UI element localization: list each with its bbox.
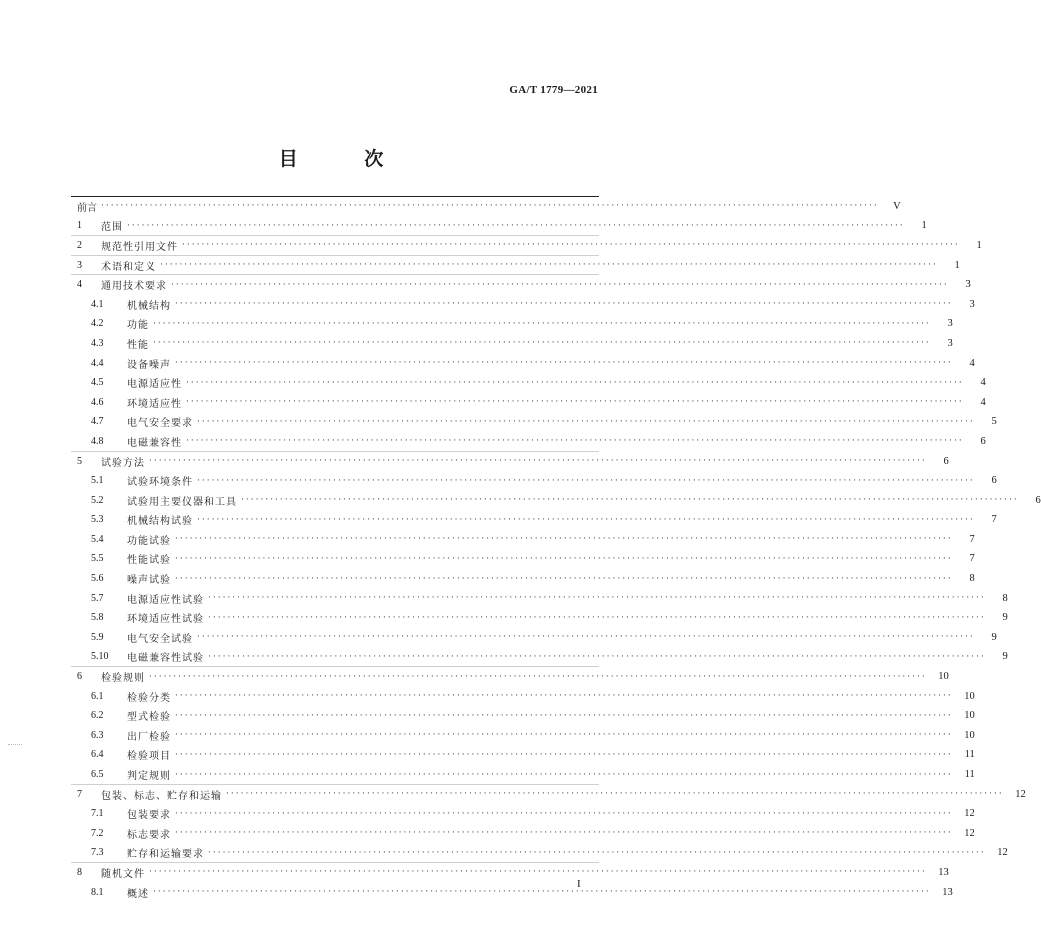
dot-leader: ································································································································································: [175, 691, 953, 702]
toc-entry-number: 7.1: [91, 808, 104, 820]
toc-entry[interactable]: [71, 667, 949, 687]
toc-entry-page: 3: [965, 279, 971, 291]
dot-leader: ································································································································································: [171, 279, 949, 290]
toc-entry[interactable]: [71, 373, 986, 393]
toc-entry[interactable]: [71, 824, 975, 844]
toc-entry-page: 1: [954, 259, 960, 271]
toc-entry-number: 7.2: [91, 827, 104, 839]
toc-entry-number: 6.1: [91, 690, 104, 702]
toc-entry[interactable]: [71, 608, 1008, 628]
toc-entry-page: 1: [976, 239, 982, 251]
toc-entry[interactable]: [71, 746, 975, 766]
dot-leader: ································································································································································: [175, 553, 953, 564]
toc-entry-page: 10: [964, 729, 975, 741]
toc-entry-page: 9: [991, 631, 997, 643]
toc-entry-label: 随机文件: [101, 868, 145, 880]
dot-leader: ································································································································································: [197, 475, 975, 486]
dot-leader: ································································································································································: [175, 769, 953, 780]
toc-entry-label: 机械结构试验: [127, 516, 193, 528]
toc-entry-page: 12: [964, 827, 975, 839]
toc-entry-label: 判定规则: [127, 771, 171, 783]
toc-entry-label: 出厂检验: [127, 731, 171, 743]
toc-entry-number: 5.7: [91, 592, 104, 604]
toc-entry[interactable]: [71, 530, 975, 550]
dot-leader: ································································································································································: [175, 828, 953, 839]
toc-entry-number: 8.1: [91, 886, 104, 898]
toc-entry-label: 通用技术要求: [101, 281, 167, 293]
toc-entry-label: 功能: [127, 320, 149, 332]
toc-entry-page: 4: [969, 357, 975, 369]
toc-entry-label: 环境适应性: [127, 398, 182, 410]
toc-entry-page: 12: [964, 808, 975, 820]
toc-entry-label: 贮存和运输要求: [127, 849, 204, 861]
toc-entry-number: 5.3: [91, 514, 104, 526]
toc-entry-label: 功能试验: [127, 535, 171, 547]
dot-leader: ································································································································································: [208, 651, 986, 662]
dot-leader: ································································································································································: [208, 847, 986, 858]
toc-entry-page: 3: [969, 298, 975, 310]
toc-entry[interactable]: [71, 511, 997, 531]
toc-entry-number: 6.4: [91, 749, 104, 761]
dot-leader: ································································································································································: [175, 534, 953, 545]
toc-entry-page: 8: [969, 573, 975, 585]
toc-entry[interactable]: [71, 334, 953, 354]
toc-entry-number: 前言: [77, 202, 97, 214]
toc-entry-page: 10: [964, 710, 975, 722]
toc-entry-page: 6: [980, 435, 986, 447]
toc-entry-page: 7: [991, 514, 997, 526]
toc-entry-page: 13: [942, 886, 953, 898]
toc-entry[interactable]: [71, 648, 1008, 668]
toc-entry-label: 术语和定义: [101, 261, 156, 273]
toc-entry[interactable]: [71, 883, 953, 903]
toc-entry-number: 4.2: [91, 318, 104, 330]
toc-entry-number: 4.3: [91, 337, 104, 349]
toc-entry[interactable]: [71, 236, 982, 256]
dot-leader: ································································································································································: [175, 573, 953, 584]
toc-entry-label: 型式检验: [127, 712, 171, 724]
toc-entry-label: 环境适应性试验: [127, 614, 204, 626]
toc-entry-number: 6.2: [91, 710, 104, 722]
toc-entry-number: 4.6: [91, 396, 104, 408]
dot-leader: ································································································································································: [149, 456, 927, 467]
toc-entry-label: 电源适应性: [127, 379, 182, 391]
toc-entry-label: 电气安全要求: [127, 418, 193, 430]
toc-entry[interactable]: [71, 197, 901, 217]
toc-entry-label: 性能试验: [127, 555, 171, 567]
toc-entry[interactable]: [71, 863, 949, 883]
toc-entry[interactable]: [71, 726, 975, 746]
toc-entry-label: 检验分类: [127, 692, 171, 704]
dot-leader: ································································································································································: [175, 730, 953, 741]
toc-entry-label: 检验项目: [127, 751, 171, 763]
toc-entry-page: 9: [1002, 651, 1008, 663]
toc-entry[interactable]: [71, 687, 975, 707]
toc-entry[interactable]: [71, 491, 1041, 511]
toc-entry-page: 6: [943, 455, 949, 467]
dot-leader: ································································································································································: [175, 749, 953, 760]
standard-number: GA/T 1779—2021: [509, 84, 598, 96]
toc-entry-number: 7: [77, 788, 82, 800]
toc-entry-number: 6.3: [91, 729, 104, 741]
toc-entry[interactable]: [71, 217, 927, 237]
dot-leader: ································································································································································: [153, 338, 931, 349]
table-of-contents: [71, 197, 1041, 902]
dot-leader: ································································································································································: [175, 808, 953, 819]
toc-entry-label: 试验环境条件: [127, 477, 193, 489]
toc-entry-label: 电气安全试验: [127, 633, 193, 645]
toc-entry[interactable]: [71, 275, 971, 295]
toc-entry-label: 规范性引用文件: [101, 241, 178, 253]
toc-entry-number: 6: [77, 671, 82, 683]
toc-entry[interactable]: [71, 844, 1008, 864]
toc-entry[interactable]: [71, 550, 975, 570]
toc-entry-page: V: [893, 200, 901, 212]
toc-entry-page: 6: [1035, 494, 1041, 506]
toc-entry-label: 包装、标志、贮存和运输: [101, 790, 222, 802]
toc-entry[interactable]: [71, 354, 975, 374]
toc-entry[interactable]: [71, 471, 997, 491]
toc-entry-number: 4.7: [91, 416, 104, 428]
toc-entry[interactable]: [71, 432, 986, 452]
toc-entry-label: 检验规则: [101, 673, 145, 685]
toc-entry[interactable]: [71, 706, 975, 726]
dot-leader: ································································································································································: [208, 612, 986, 623]
toc-entry-number: 4.5: [91, 377, 104, 389]
toc-entry-page: 1: [921, 220, 927, 232]
dot-leader: ································································································································································: [226, 789, 1004, 800]
toc-entry-page: 12: [997, 847, 1008, 859]
toc-entry-label: 电磁兼容性: [127, 437, 182, 449]
toc-entry-page: 4: [980, 377, 986, 389]
dot-leader: ································································································································································: [175, 358, 953, 369]
toc-entry[interactable]: [71, 256, 960, 276]
toc-entry[interactable]: [71, 393, 986, 413]
toc-entry-page: 3: [947, 337, 953, 349]
toc-entry-page: 13: [938, 866, 949, 878]
dot-leader: ································································································································································: [197, 632, 975, 643]
dot-leader: ································································································································································: [175, 710, 953, 721]
toc-entry-number: 5.8: [91, 612, 104, 624]
dot-leader: ································································································································································: [197, 416, 975, 427]
dot-leader: ································································································································································: [197, 514, 975, 525]
toc-entry-number: 4.8: [91, 435, 104, 447]
dot-leader: ································································································································································: [153, 887, 931, 898]
toc-entry[interactable]: [71, 628, 997, 648]
dot-leader: ································································································································································: [127, 220, 905, 231]
toc-entry[interactable]: [71, 785, 1026, 805]
toc-entry[interactable]: [71, 589, 1008, 609]
toc-entry-label: 设备噪声: [127, 359, 171, 371]
toc-entry-page: 3: [947, 318, 953, 330]
toc-entry-page: 5: [991, 416, 997, 428]
dot-leader: ································································································································································: [182, 240, 960, 251]
dot-leader: ································································································································································: [175, 299, 953, 310]
toc-entry-label: 电磁兼容性试验: [127, 653, 204, 665]
toc-entry-label: 试验用主要仪器和工具: [127, 496, 237, 508]
toc-entry-page: 12: [1015, 788, 1026, 800]
toc-entry-page: 4: [980, 396, 986, 408]
toc-entry-label: 概述: [127, 888, 149, 900]
toc-entry-number: 4.1: [91, 298, 104, 310]
toc-entry-number: 2: [77, 239, 82, 251]
toc-entry[interactable]: [71, 295, 975, 315]
toc-entry[interactable]: [71, 452, 949, 472]
toc-entry-label: 机械结构: [127, 300, 171, 312]
toc-entry-page: 11: [964, 769, 975, 781]
toc-entry-number: 5.9: [91, 631, 104, 643]
toc-entry-page: 9: [1002, 612, 1008, 624]
toc-entry-label: 噪声试验: [127, 575, 171, 587]
toc-entry-label: 范围: [101, 222, 123, 234]
toc-entry-label: 性能: [127, 339, 149, 351]
toc-entry-number: 5.4: [91, 533, 104, 545]
toc-entry-page: 6: [991, 475, 997, 487]
toc-entry-number: 4: [77, 279, 82, 291]
toc-entry-label: 电源适应性试验: [127, 594, 204, 606]
toc-entry-number: 5.10: [91, 651, 109, 663]
dot-leader: ································································································································································: [149, 671, 927, 682]
dot-leader: ································································································································································: [160, 260, 938, 271]
toc-entry[interactable]: [71, 804, 975, 824]
toc-entry-number: 5.2: [91, 494, 104, 506]
dot-leader: ································································································································································: [208, 593, 986, 604]
dot-leader: ································································································································································: [101, 201, 879, 212]
toc-entry-number: 5.6: [91, 573, 104, 585]
dot-leader: ································································································································································: [186, 397, 964, 408]
toc-entry[interactable]: [71, 315, 953, 335]
toc-entry-number: 8: [77, 866, 82, 878]
toc-entry-number: 3: [77, 259, 82, 271]
toc-entry-page: 11: [964, 749, 975, 761]
toc-entry-number: 5: [77, 455, 82, 467]
toc-entry-label: 包装要求: [127, 810, 171, 822]
toc-entry-number: 7.3: [91, 847, 104, 859]
page-number: I: [577, 878, 581, 890]
dot-leader: ································································································································································: [186, 436, 964, 447]
toc-entry-page: 10: [964, 690, 975, 702]
toc-entry-page: 10: [938, 671, 949, 683]
toc-entry-number: 1: [77, 220, 82, 232]
toc-entry-label: 标志要求: [127, 829, 171, 841]
toc-entry-number: 5.1: [91, 475, 104, 487]
toc-entry-page: 8: [1002, 592, 1008, 604]
toc-entry-page: 7: [969, 553, 975, 565]
toc-entry[interactable]: [71, 413, 997, 433]
toc-entry-page: 7: [969, 533, 975, 545]
margin-mark: [8, 744, 22, 745]
toc-entry-number: 4.4: [91, 357, 104, 369]
dot-leader: ································································································································································: [149, 867, 927, 878]
dot-leader: ································································································································································: [153, 318, 931, 329]
toc-entry-number: 5.5: [91, 553, 104, 565]
page-title: 目 次: [278, 148, 414, 170]
toc-entry-label: 试验方法: [101, 457, 145, 469]
toc-entry[interactable]: [71, 569, 975, 589]
toc-entry-number: 6.5: [91, 769, 104, 781]
dot-leader: ································································································································································: [186, 377, 964, 388]
toc-entry[interactable]: [71, 765, 975, 785]
dot-leader: ································································································································································: [241, 495, 1019, 506]
